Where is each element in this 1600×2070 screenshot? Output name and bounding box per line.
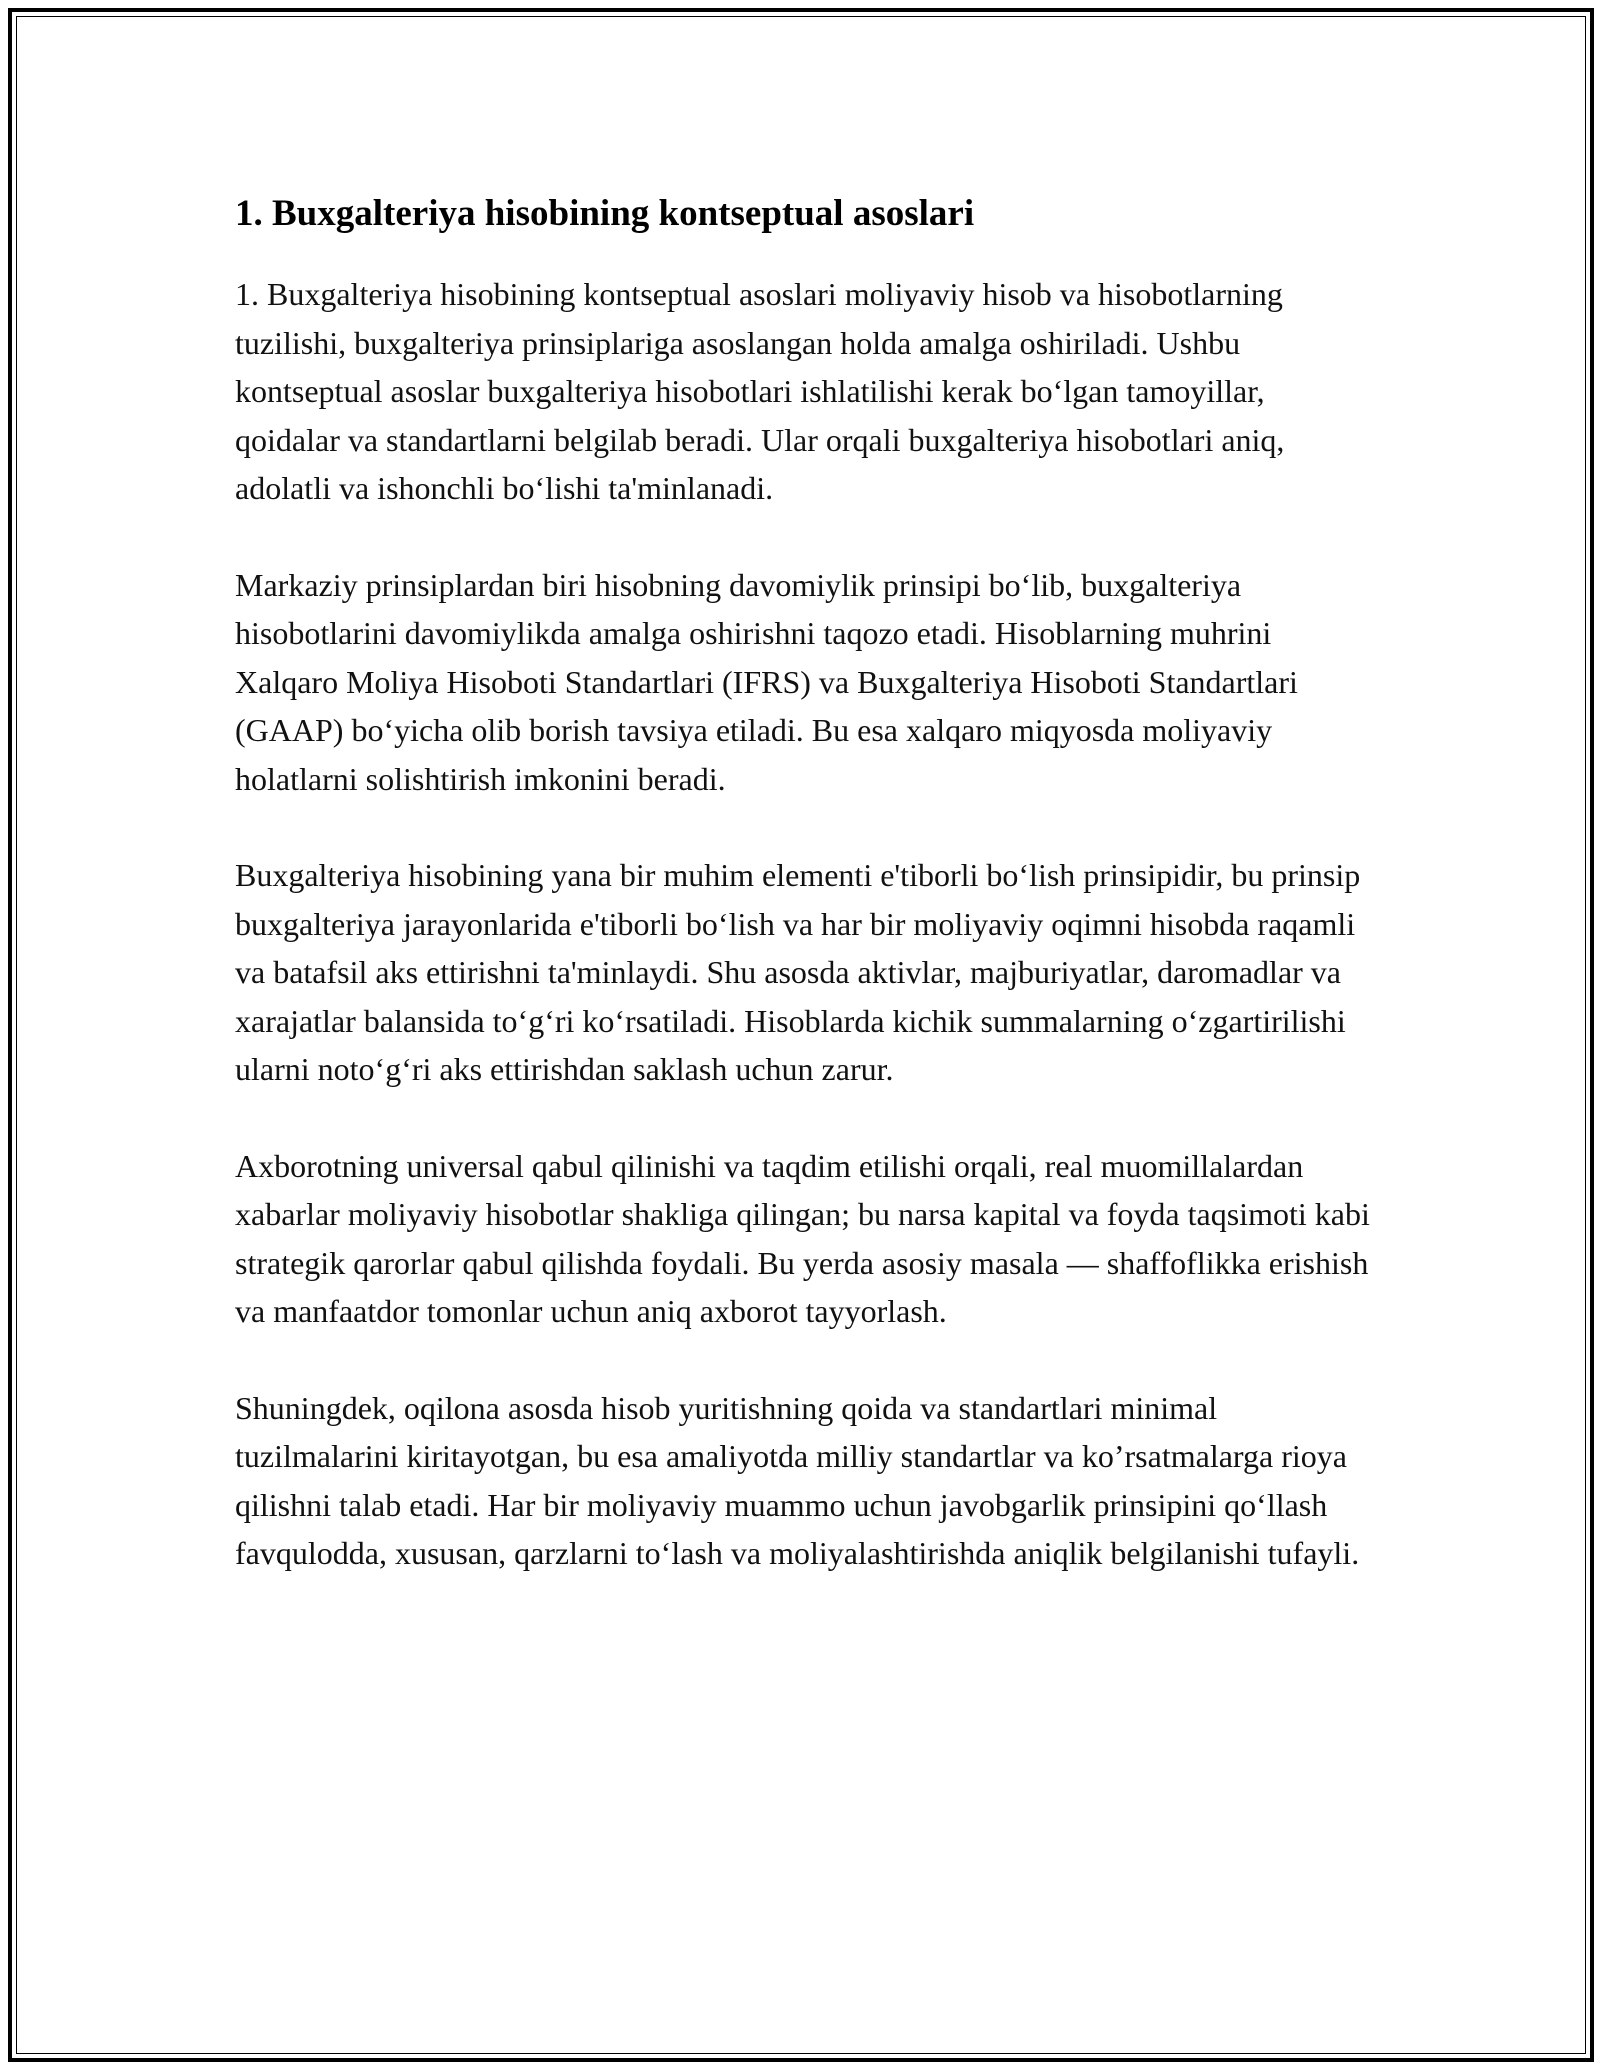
paragraph-4: Axborotning universal qabul qilinishi va taqdim etilishi orqali, real muomillalardan xabarlar moliyaviy hisobotlar shakliga qilingan; bu narsa kapital va foyda taqsimoti kabi strategik qarorlar qabul qilishda foydali. Bu yerda asosiy masala — shaffoflikka erishish va manfaatdor tomonlar uchun aniq axborot tayyorlash. — [235, 1147, 1370, 1329]
paragraph-5: Shuningdek, oqilona asosda hisob yuritishning qoida va standartlari minimal tuzilmalarini kiritayotgan, bu esa amaliyotda milliy standartlar va ko’rsatmalarga rioya qilishni talab etadi. Har bir moliyaviy muammo uchun javobgarlik prinsipini qo‘llash favqulodda, xususan, qarzlarni to‘lash va moliyalashtirishda aniqlik belgilanishi tufayli. — [235, 1389, 1360, 1571]
paragraph-2: Markaziy prinsiplardan biri hisobning davomiylik prinsipi bo‘lib, buxgalteriya hisobotlarini davomiylikda amalga oshirishni taqozo etadi. Hisoblarning muhrini Xalqaro Moliya Hisoboti Standartlari (IFRS) va Buxgalteriya Hisoboti Standartlari (GAAP) bo‘yicha olib borish tavsiya etiladi. Bu esa xalqaro miqyosda moliyaviy holatlarni solishtirish imkonini beradi. — [235, 566, 1298, 797]
document-body — [235, 188, 1370, 1626]
paragraph-1: 1. Buxgalteriya hisobining kontseptual asoslari moliyaviy hisob va hisobotlarning tuzilishi, buxgalteriya prinsiplariga asoslangan holda amalga oshiriladi. Ushbu kontseptual asoslar buxgalteriya hisobotlari ishlatilishi kerak bo‘lgan tamoyillar, qoidalar va standartlarni belgilab beradi. Ular orqali buxgalteriya hisobotlari aniq, adolatli va ishonchli bo‘lishi ta'minlanadi. — [235, 276, 1285, 506]
document-title: 1. Buxgalteriya hisobining kontseptual asoslari — [235, 193, 975, 234]
paragraph-3: Buxgalteriya hisobining yana bir muhim elementi e'tiborli bo‘lish prinsipidir, bu prinsip buxgalteriya jarayonlarida e'tiborli bo‘lish va har bir moliyaviy oqimni hisobda raqamli va batafsil aks ettirishni ta'minlaydi. Shu asosda aktivlar, majburiyatlar, daromadlar va xarajatlar balansida to‘g‘ri ko‘rsatiladi. Hisoblarda kichik summalarning o‘zgartirilishi ularni noto‘g‘ri aks ettirishdan saklash uchun zarur. — [235, 857, 1361, 1087]
